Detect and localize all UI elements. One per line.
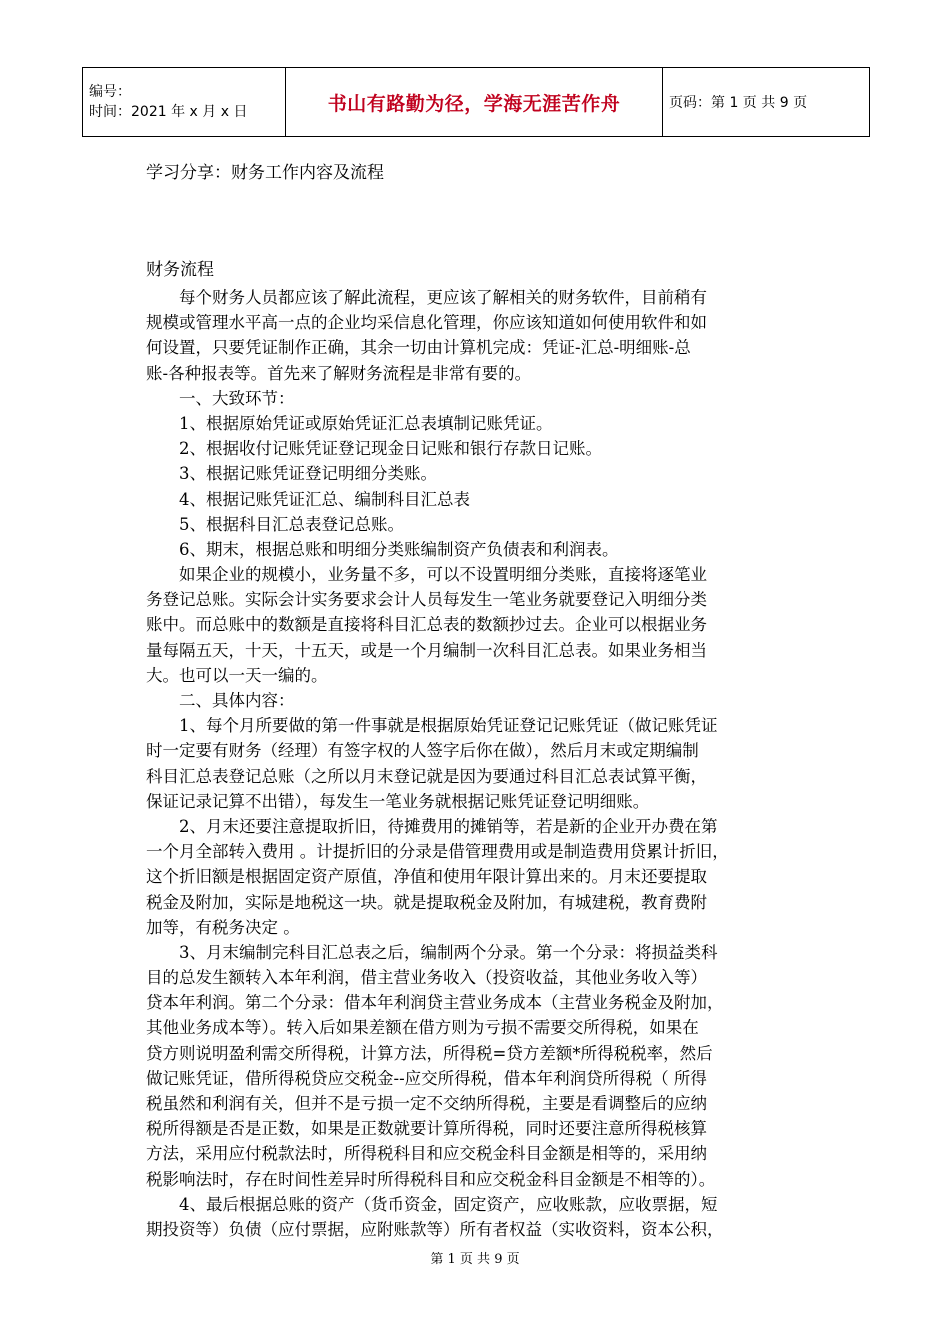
body-line: 6、期末，根据总账和明细分类账编制资产负债表和利润表。: [146, 539, 619, 559]
document-title: 学习分享：财务工作内容及流程: [146, 163, 384, 183]
body-line: 这个折旧额是根据固定资产原值，净值和使用年限计算出来的。月末还要提取: [146, 867, 707, 887]
header-meta: [83, 68, 286, 137]
body-line: 务登记总账。实际会计实务要求会计人员每发生一笔业务就要登记入明细分类: [146, 590, 707, 610]
body-line: 量每隔五天，十天，十五天，或是一个月编制一次科目汇总表。如果业务相当: [146, 640, 707, 660]
section-title: 财务流程: [146, 260, 214, 280]
body-line: 1、根据原始凭证或原始凭证汇总表填制记账凭证。: [146, 413, 553, 433]
body-line: 税所得额是否是正数，如果是正数就要计算所得税，同时还要注意所得税核算: [146, 1119, 707, 1139]
body-line: 一个月全部转入费用 。计提折旧的分录是借管理费用或是制造费用贷累计折旧，: [146, 842, 729, 862]
body-line: 1、每个月所要做的第一件事就是根据原始凭证登记记账凭证（做记账凭证: [146, 716, 718, 736]
body-line: 贷本年利润。第二个分录：借本年利润贷主营业务成本（主营业务税金及附加，: [146, 993, 724, 1013]
header-page-info: 页码：第 1 页 共 9 页: [663, 68, 870, 137]
body-line: 何设置，只要凭证制作正确，其余一切由计算机完成：凭证-汇总-明细账-总: [146, 338, 691, 358]
body-line: 2、月末还要注意提取折旧，待摊费用的摊销等，若是新的企业开办费在第: [146, 816, 718, 836]
body-line: 其他业务成本等）。转入后如果差额在借方则为亏损不需要交所得税，如果在: [146, 1018, 699, 1038]
body-line: 如果企业的规模小，业务量不多，可以不设置明细分类账，直接将逐笔业: [146, 565, 707, 585]
body-line: 加等，有税务决定 。: [146, 917, 300, 937]
body-line: 每个财务人员都应该了解此流程，更应该了解相关的财务软件，目前稍有: [146, 288, 707, 307]
body-line: 5、根据科目汇总表登记总账。: [146, 514, 404, 534]
body-line: 账中。而总账中的数额是直接将科目汇总表的数额抄过去。企业可以根据业务: [146, 615, 707, 635]
body-line: 3、根据记账凭证登记明细分类账。: [146, 464, 437, 484]
header-motto: 书山有路勤为径，学海无涯苦作舟: [286, 68, 663, 137]
body-line: 3、月末编制完科目汇总表之后，编制两个分录。第一个分录：将损益类科: [146, 942, 718, 962]
body-line: 做记账凭证，借所得税贷应交税金--应交所得税，借本年利润贷所得税（ 所得: [146, 1068, 707, 1088]
body-line: 4、根据记账凭证汇总、编制科目汇总表: [146, 489, 470, 509]
body-line: 科目汇总表登记总账（之所以月末登记就是因为要通过科目汇总表试算平衡，: [146, 766, 707, 786]
body-line: 贷方则说明盈利需交所得税，计算方法，所得税=贷方差额*所得税税率，然后: [146, 1043, 713, 1063]
body-line: 一、大致环节：: [146, 388, 295, 408]
body-line: 保证记录记算不出错），每发生一笔业务就根据记账凭证登记明细账。: [146, 791, 650, 811]
body-line: 2、根据收付记账凭证登记现金日记账和银行存款日记账。: [146, 439, 602, 459]
body-line: 目的总发生额转入本年利润，借主营业务收入（投资收益，其他业务收入等）: [146, 968, 707, 988]
body-line: 规模或管理水平高一点的企业均采信息化管理，你应该知道如何使用软件和如: [146, 313, 707, 333]
body-line: 税影响法时，存在时间性差异时所得税科目和应交税金科目金额是不相等的）。: [146, 1169, 716, 1189]
page-footer: 第 1 页 共 9 页: [430, 1252, 520, 1267]
document-date-label: 时间：2021 年 x 月 x 日: [89, 104, 248, 120]
body-line: 方法，采用应付税款法时，所得税科目和应交税金科目金额是相等的，采用纳: [146, 1144, 707, 1164]
body-line: 大。也可以一天一编的。: [146, 665, 328, 685]
body-line: 4、最后根据总账的资产（货币资金，固定资产，应收账款，应收票据，短: [146, 1194, 718, 1214]
document-number-label: 编号：: [89, 84, 131, 100]
body-line: 账-各种报表等。首先来了解财务流程是非常有要的。: [146, 363, 532, 383]
body-line: 期投资等）负债（应付票据，应附账款等）所有者权益（实收资料，资本公积，: [146, 1219, 724, 1239]
body-text: [146, 285, 816, 1242]
header-table: [82, 67, 870, 137]
body-line: 税虽然和利润有关，但并不是亏损一定不交纳所得税，主要是看调整后的应纳: [146, 1094, 707, 1113]
body-line: 税金及附加，实际是地税这一块。就是提取税金及附加，有城建税，教育费附: [146, 892, 707, 912]
body-line: 时一定要有财务（经理）有签字权的人签字后你在做），然后月末或定期编制: [146, 741, 699, 761]
body-line: 二、具体内容：: [146, 691, 295, 710]
